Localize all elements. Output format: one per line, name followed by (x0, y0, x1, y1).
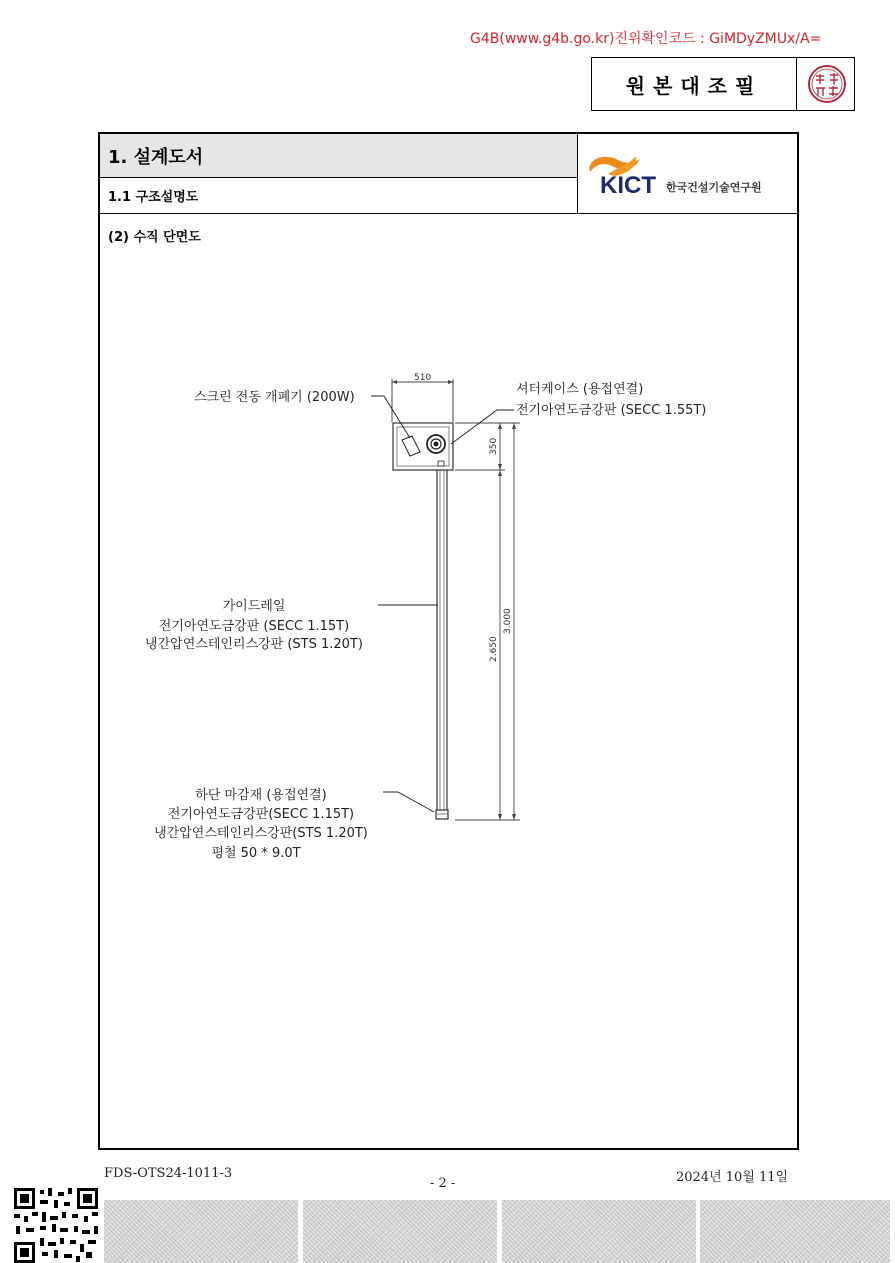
motor-label: 스크린 전동 개폐기 (200W) (194, 390, 355, 405)
stamp-label: 원본대조필 (592, 58, 797, 110)
dim-case-height-label: 350 (489, 437, 499, 455)
rail-label-1: 가이드레일 (222, 599, 286, 614)
bottom-label-3: 냉간압연스테인리스강판(STS 1.20T) (154, 826, 368, 841)
page-subtitle: 1.1 구조설명도 (108, 190, 199, 205)
page-number: - 2 - (430, 1176, 456, 1191)
dim-width-label: 510 (414, 373, 432, 383)
security-pattern-4 (700, 1200, 890, 1263)
document-id: FDS-OTS24-1011-3 (104, 1166, 233, 1181)
rail-label-2: 전기아연도금강판 (SECC 1.15T) (158, 619, 350, 634)
page-title: 1. 설계도서 (100, 134, 577, 178)
rail-label-3: 냉간압연스테인리스강판 (STS 1.20T) (145, 637, 363, 652)
security-pattern-2 (303, 1200, 497, 1263)
dim-rail-height-label: 2.650 (489, 636, 499, 662)
logo-brand-text: KICT (600, 172, 656, 199)
bottom-label-4: 평철 50 * 9.0T (211, 846, 301, 861)
bottom-label-1: 하단 마감재 (용접연결) (195, 788, 327, 803)
security-pattern-1 (104, 1200, 298, 1263)
case-label-1: 셔터케이스 (용접연결) (516, 382, 644, 397)
qr-code-icon (14, 1188, 98, 1263)
dim-total-height-label: 3.000 (503, 608, 513, 634)
section-title: (2) 수직 단면도 (108, 230, 201, 245)
bottom-label-2: 전기아연도금강판(SECC 1.15T) (167, 807, 355, 822)
document-date: 2024년 10월 11일 (676, 1170, 789, 1185)
logo-org-text: 한국건설기술연구원 (666, 181, 762, 194)
verification-code: G4B(www.g4b.go.kr)진위확인코드 : GiMDyZMUx/A= (470, 31, 822, 47)
security-pattern-3 (502, 1200, 696, 1263)
case-label-2: 전기아연도금강판 (SECC 1.55T) (516, 403, 707, 418)
